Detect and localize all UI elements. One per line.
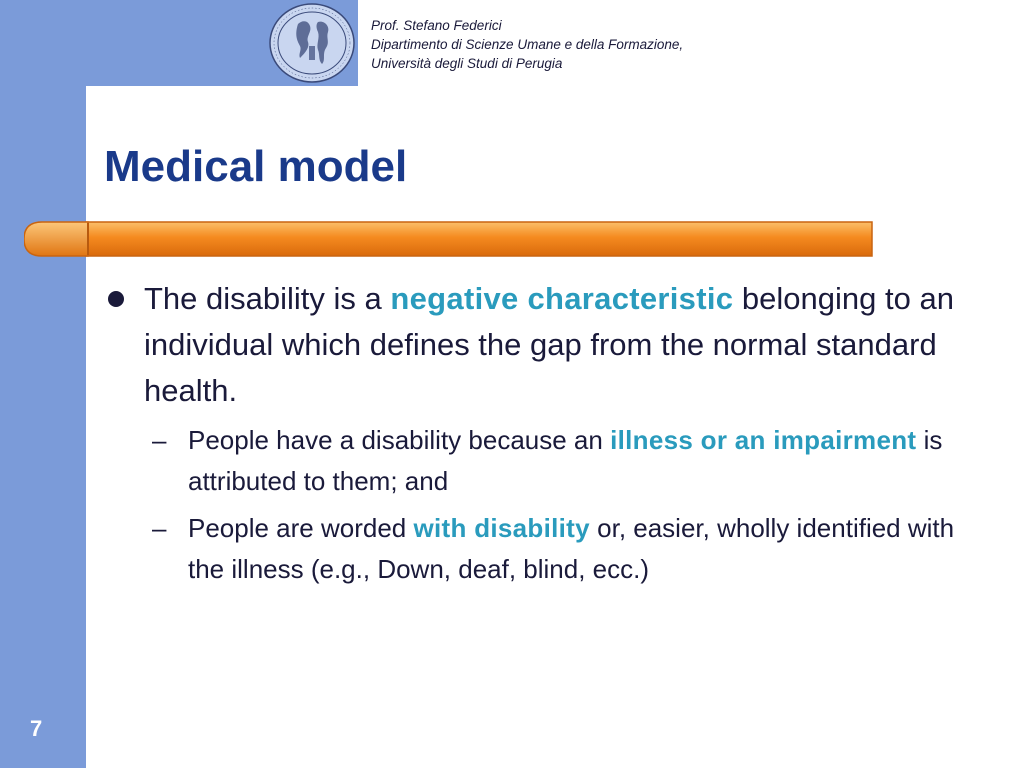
sub-bullet-item (152, 508, 988, 590)
sub-bullet-text-start: People are worded (188, 513, 414, 543)
dash-icon: – (152, 425, 167, 455)
sub-bullet-text-end: or, easier, wholly identified with the illness (e.g., Down, deaf, blind, ecc.) (188, 513, 955, 584)
bullet-text-end: belonging to an individual which defines the gap from the normal standard health. (144, 281, 954, 408)
author-department: Dipartimento di Scienze Umane e della Formazione, (371, 37, 684, 52)
sub-bullet-text-end: is attributed to them; and (188, 425, 943, 496)
left-blue-band (0, 0, 86, 768)
sub-bullet-item (152, 420, 988, 502)
bullet-text-start: The disability is a (144, 281, 391, 316)
sub-bullet-text-start: People have a disability because an (188, 425, 611, 455)
university-seal-icon (268, 2, 356, 84)
highlight-illness-or-impairment: illness or an impairment (610, 425, 917, 455)
author-university: Università degli Studi di Perugia (371, 56, 563, 71)
author-name: Prof. Stefano Federici (371, 18, 502, 33)
title-accent-bar (24, 220, 874, 260)
bullet-dot-icon (108, 291, 124, 307)
slide-title: Medical model (104, 142, 408, 191)
author-info (371, 16, 683, 73)
bullet-item (104, 276, 1004, 414)
dash-icon: – (152, 513, 167, 543)
page-number: 7 (30, 716, 43, 741)
highlight-negative-characteristic: negative characteristic (390, 281, 734, 316)
highlight-with-disability: with disability (413, 513, 590, 543)
bullet-list (104, 276, 1004, 590)
